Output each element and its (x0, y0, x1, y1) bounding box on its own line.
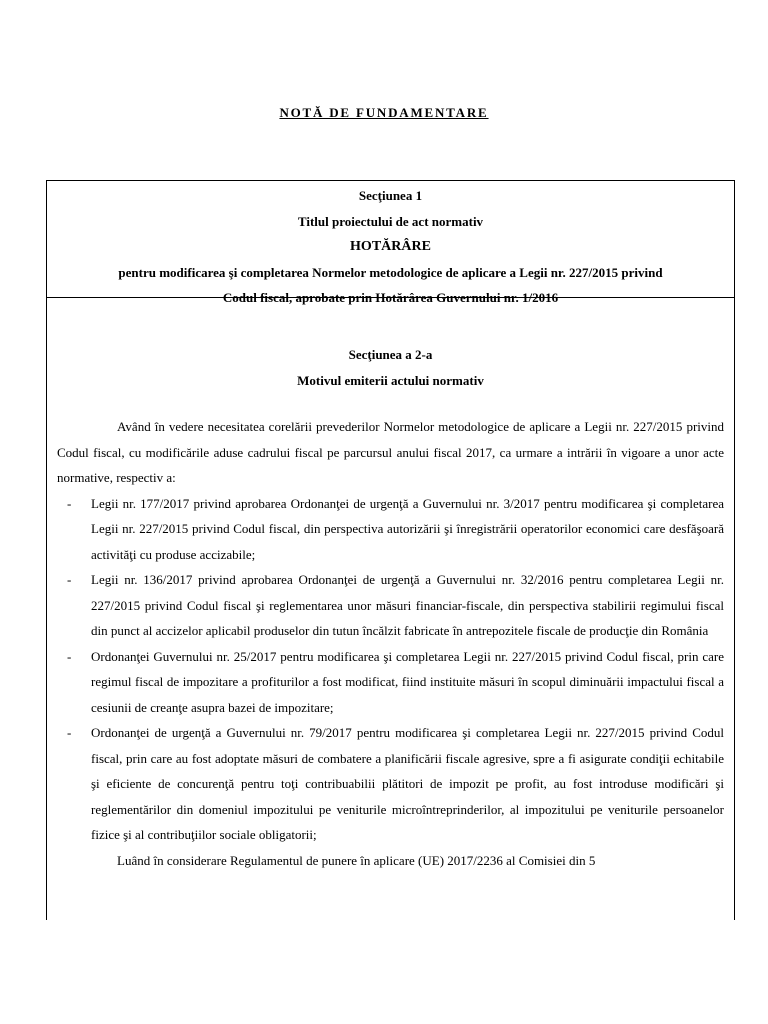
act-title-line-2: Codul fiscal, aprobate prin Hotărârea Guvernului nr. 1/2016 (222, 290, 559, 305)
list-item (57, 644, 724, 721)
legal-acts-list (57, 491, 724, 848)
closing-paragraph: Luând în considerare Regulamentul de punere în aplicare (UE) 2017/2236 al Comisiei din 5 (117, 852, 596, 868)
section-1 (47, 181, 734, 305)
act-title-line-1: pentru modificarea şi completarea Normelor metodologice de aplicare a Legii nr. 227/2015 privind (118, 264, 663, 280)
act-type: HOTĂRÂRE (350, 239, 431, 254)
fundamentation-table (46, 180, 735, 920)
section-1-heading: Secţiunea 1 (358, 188, 423, 203)
list-item-text: Ordonanţei Guvernului nr. 25/2017 pentru modificarea şi completarea Legii nr. 227/2015 privind Codul fiscal, prin care regimul fiscal de impozitare a profiturilor a fost modificat, fiind instituite măsuri în scopul diminuării impactului fiscal a cesiunii de creanţe asupra bazei de impozitare; (91, 648, 724, 715)
section-2 (47, 298, 734, 873)
list-item (57, 567, 724, 644)
list-bullet: - (67, 725, 72, 740)
section-2-heading: Secţiunea a 2-a (348, 347, 433, 362)
list-item-text: Legii nr. 136/2017 privind aprobarea Ordonanţei de urgenţă a Guvernului nr. 32/2016 pentru completarea Legii nr. 227/2015 privind Codul fiscal şi reglementarea unor măsuri financiar-fiscale, din perspectiva stabilirii regimului fiscal din punct al accizelor aplicabil produselor din tutun încălzit fabricate în antrepozitele fiscale de producţie din România (91, 572, 724, 638)
section-1-subheading: Titlul proiectului de act normativ (297, 213, 484, 229)
list-bullet: - (67, 648, 72, 664)
list-bullet: - (67, 495, 72, 511)
list-item-text: Ordonanţei de urgenţă a Guvernului nr. 79/2017 pentru modificarea şi completarea Legii nr. 227/2015 privind Codul fiscal, prin care au fost adoptate măsuri de combatere a planificării fiscale agresive, spre a fi asigurate condiţii echitabile şi eficiente de concurenţă pentru toţi contribuabilii plătitori de impozit pe profit, au fost introduse modificări şi reglementărilor din domeniul impozitului pe veniturile microîntreprinderilor, al impozitului pe veniturile persoanelor fizice şi al contribuţiilor sociale obligatorii; (91, 725, 724, 842)
list-item (57, 491, 724, 568)
list-bullet: - (67, 572, 72, 587)
list-item (57, 720, 724, 848)
intro-paragraph: Având în vedere necesitatea corelării prevederilor Normelor metodologice de aplicare a Legii nr. 227/2015 privind Codul fiscal, cu modificările aduse cadrului fiscal pe parcursul anului fiscal 2017, ca urmare a intrării în vigoare a unor acte normative, respectiv a: (57, 419, 724, 485)
section-2-subheading: Motivul emiterii actului normativ (297, 372, 484, 388)
document-title: NOTĂ DE FUNDAMENTARE (279, 105, 489, 120)
list-item-text: Legii nr. 177/2017 privind aprobarea Ordonanţei de urgenţă a Guvernului nr. 3/2017 pentru modificarea şi completarea Legii nr. 227/2015 privind Codul fiscal, din perspectiva autorizării şi înregistrării operatorilor economici care desfăşoară activităţi cu produse accizabile; (91, 495, 724, 562)
